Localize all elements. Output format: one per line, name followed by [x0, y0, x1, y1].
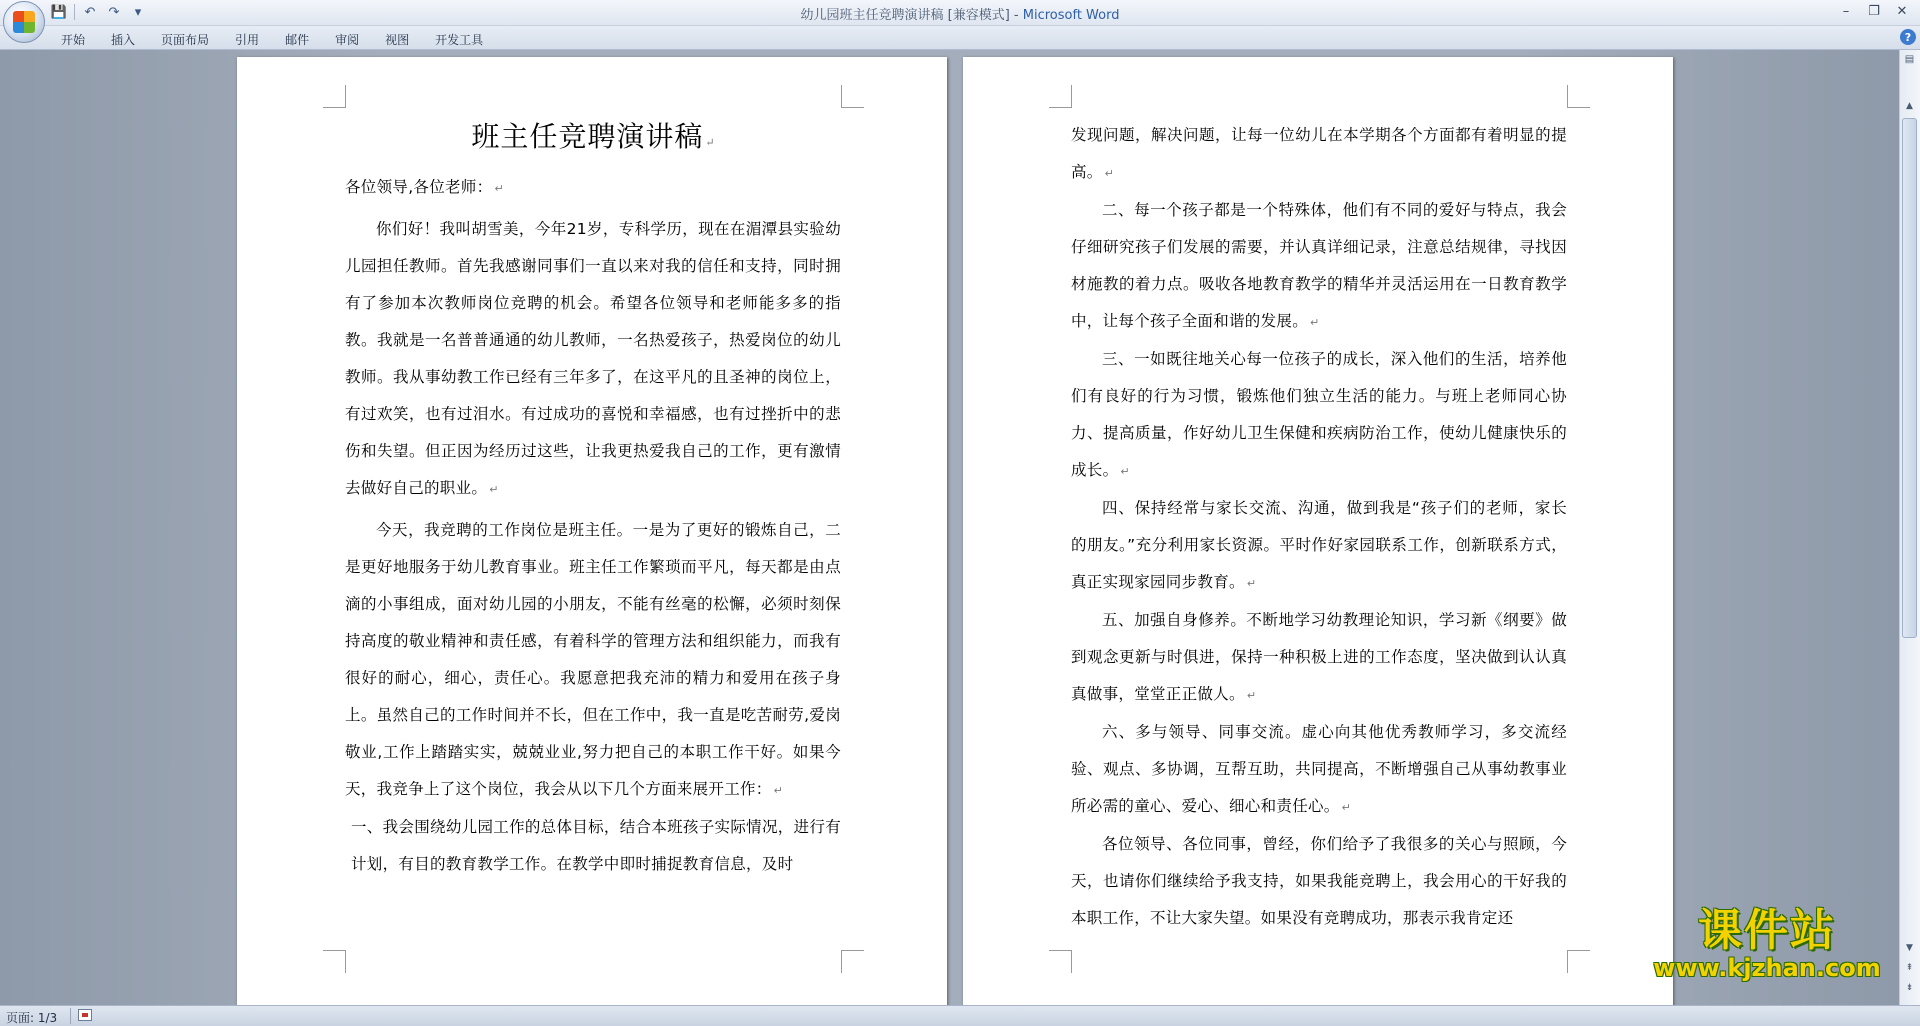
view-ruler-icon[interactable]: ▤: [1904, 54, 1915, 65]
paragraph-mark: ↵: [1341, 801, 1351, 814]
greeting-paragraph[interactable]: [345, 169, 841, 207]
next-page-icon[interactable]: ⇟: [1905, 982, 1914, 993]
document-page-2[interactable]: [963, 57, 1673, 1005]
point-5-text: 五、加强自身修养。不断地学习幼教理论知识，学习新《纲要》做到观念更新与时俱进，保持一种积极上进的工作态度，坚决做到认认真真做事，堂堂正正做人。: [1071, 611, 1567, 703]
point-4-paragraph[interactable]: [1071, 490, 1567, 602]
customize-qat-icon[interactable]: ▾: [134, 4, 142, 20]
status-bar: [0, 1005, 1920, 1026]
point-5-paragraph[interactable]: [1071, 602, 1567, 714]
tab-review[interactable]: 审阅: [335, 33, 360, 47]
office-button[interactable]: [3, 1, 45, 43]
document-workspace: [0, 50, 1900, 1005]
intro-text: 你们好！我叫胡雪美，今年21岁，专科学历，现在在湄潭县实验幼儿园担任教师。首先我感谢同事们一直以来对我的信任和支持，同时拥有了参加本次教师岗位竞聘的机会。希望各位领导和老师能多多的指教。我就是一名普普通通的幼儿教师，一名热爱孩子，热爱岗位的幼儿教师。我从事幼教工作已经有三年多了，在这平凡的且圣神的岗位上，有过欢笑，也有过泪水。有过成功的喜悦和幸福感，也有过挫折中的悲伤和失望。但正因为经历过这些，让我更热爱我自己的工作，更有激情去做好自己的职业。: [345, 220, 841, 497]
margin-corner-mark: [1049, 85, 1072, 108]
greeting-text: 各位领导,各位老师：: [345, 178, 493, 196]
window-title: [0, 4, 1920, 23]
previous-page-icon[interactable]: ⇞: [1905, 962, 1914, 973]
help-icon[interactable]: ?: [1900, 29, 1916, 45]
kjzhan-watermark: [1652, 905, 1882, 983]
app-name: Microsoft Word: [1022, 8, 1120, 23]
vertical-scrollbar[interactable]: [1899, 50, 1920, 1005]
title-bar: [0, 0, 1920, 26]
document-title-text: 班主任竞聘演讲稿: [471, 120, 704, 153]
document-name: 幼儿园班主任竞聘演讲稿 [兼容模式] -: [800, 8, 1023, 23]
paragraph-mark: ↵: [773, 784, 783, 797]
watermark-url: www.kjzhan.com: [1653, 954, 1881, 982]
ribbon-tabs: [48, 28, 496, 51]
point-1-continued-text: 发现问题，解决问题，让每一位幼儿在本学期各个方面都有着明显的提高。: [1071, 126, 1567, 181]
document-title[interactable]: [345, 117, 841, 157]
minimize-button[interactable]: –: [1842, 3, 1850, 19]
status-separator: [70, 1008, 71, 1024]
page-2-content: [1071, 117, 1567, 937]
margin-corner-mark: [1567, 950, 1590, 973]
page-count-status[interactable]: 页面: 1/3: [6, 1011, 58, 1025]
scroll-thumb[interactable]: [1902, 118, 1917, 638]
scroll-down-icon[interactable]: ▼: [1906, 942, 1913, 953]
office-logo-icon: [13, 11, 35, 33]
intro-paragraph[interactable]: [345, 211, 841, 508]
point-3-paragraph[interactable]: [1071, 341, 1567, 490]
position-paragraph[interactable]: [345, 512, 841, 809]
point-2-paragraph[interactable]: [1071, 192, 1567, 341]
position-text: 今天，我竞聘的工作岗位是班主任。一是为了更好的锻炼自己，二是更好地服务于幼儿教育事业。班主任工作繁琐而平凡，每天都是由点滴的小事组成，面对幼儿园的小朋友，不能有丝毫的松懈，必须时刻保持高度的敬业精神和责任感，有着科学的管理方法和组织能力，而我有很好的耐心，细心，责任心。我愿意把我充沛的精力和爱用在孩子身上。虽然自己的工作时间并不长，但在工作中，我一直是吃苦耐劳,爱岗敬业,工作上踏踏实实，兢兢业业,努力把自己的本职工作干好。如果今天，我竞争上了这个岗位，我会从以下几个方面来展开工作：: [345, 521, 841, 798]
tab-view[interactable]: 视图: [385, 33, 410, 47]
margin-corner-mark: [841, 85, 864, 108]
tab-references[interactable]: 引用: [235, 33, 260, 47]
point-1-paragraph[interactable]: [345, 809, 841, 883]
paragraph-mark: ↵: [1246, 689, 1257, 702]
point-3-text: 三、一如既往地关心每一位孩子的成长，深入他们的生活，培养他们有良好的行为习惯，锻炼他们独立生活的能力。与班上老师同心协力、提高质量，作好幼儿卫生保健和疾病防治工作，使幼儿健康快乐的成长。: [1071, 350, 1567, 479]
paragraph-mark: ↵: [489, 483, 499, 496]
restore-button[interactable]: ❐: [1868, 3, 1880, 19]
document-page-1[interactable]: [237, 57, 947, 1005]
point-1-continued-paragraph[interactable]: [1071, 117, 1567, 192]
tab-page-layout[interactable]: 页面布局: [161, 33, 210, 47]
paragraph-mark: ↵: [1246, 577, 1257, 590]
undo-icon[interactable]: ↶: [84, 4, 96, 20]
window-controls: [1832, 1, 1916, 21]
paragraph-mark: ↵: [1310, 316, 1320, 329]
point-2-text: 二、每一个孩子都是一个特殊体，他们有不同的爱好与特点，我会仔细研究孩子们发展的需要，并认真详细记录，注意总结规律，寻找因材施教的着力点。吸收各地教育教学的精华并灵活运用在一日教育教学中，让每个孩子全面和谐的发展。: [1071, 201, 1567, 330]
scroll-up-icon[interactable]: ▲: [1906, 100, 1913, 111]
margin-corner-mark: [323, 950, 346, 973]
tab-home[interactable]: 开始: [61, 33, 86, 47]
ribbon-tab-bar: [0, 26, 1920, 50]
redo-icon[interactable]: ↷: [108, 4, 120, 20]
save-icon[interactable]: 💾: [50, 4, 68, 20]
closing-text: 各位领导、各位同事，曾经，你们给予了我很多的关心与照顾，今天，也请你们继续给予我支持，如果我能竞聘上，我会用心的干好我的本职工作，不让大家失望。如果没有竞聘成功，那表示我肯定还: [1071, 835, 1567, 927]
tab-mailings[interactable]: 邮件: [285, 33, 310, 47]
paragraph-mark: ↵: [1104, 167, 1114, 180]
point-6-text: 六、多与领导、同事交流。虚心向其他优秀教师学习，多交流经验、观点、多协调，互帮互助，共同提高，不断增强自己从事幼教事业所必需的童心、爱心、细心和责任心。: [1071, 723, 1567, 815]
close-button[interactable]: ✕: [1896, 3, 1908, 19]
paragraph-mark: ↵: [494, 182, 504, 195]
tab-insert[interactable]: 插入: [111, 33, 136, 47]
margin-corner-mark: [1567, 85, 1590, 108]
tab-developer[interactable]: 开发工具: [435, 33, 484, 47]
paragraph-mark: ↵: [1120, 465, 1130, 478]
page-1-content: [345, 117, 841, 883]
closing-paragraph[interactable]: [1071, 826, 1567, 937]
proofing-status-icon[interactable]: [78, 1009, 92, 1021]
watermark-name: 课件站: [1698, 905, 1836, 956]
margin-corner-mark: [1049, 950, 1072, 973]
paragraph-mark: ↵: [705, 136, 715, 149]
margin-corner-mark: [323, 85, 346, 108]
margin-corner-mark: [841, 950, 864, 973]
point-1-text: 一、我会围绕幼儿园工作的总体目标，结合本班孩子实际情况，进行有计划，有目的教育教学工作。在教学中即时捕捉教育信息，及时: [351, 818, 841, 873]
point-6-paragraph[interactable]: [1071, 714, 1567, 826]
point-4-text: 四、保持经常与家长交流、沟通，做到我是“孩子们的老师，家长的朋友。”充分利用家长资源。平时作好家园联系工作，创新联系方式，真正实现家园同步教育。: [1071, 499, 1567, 591]
